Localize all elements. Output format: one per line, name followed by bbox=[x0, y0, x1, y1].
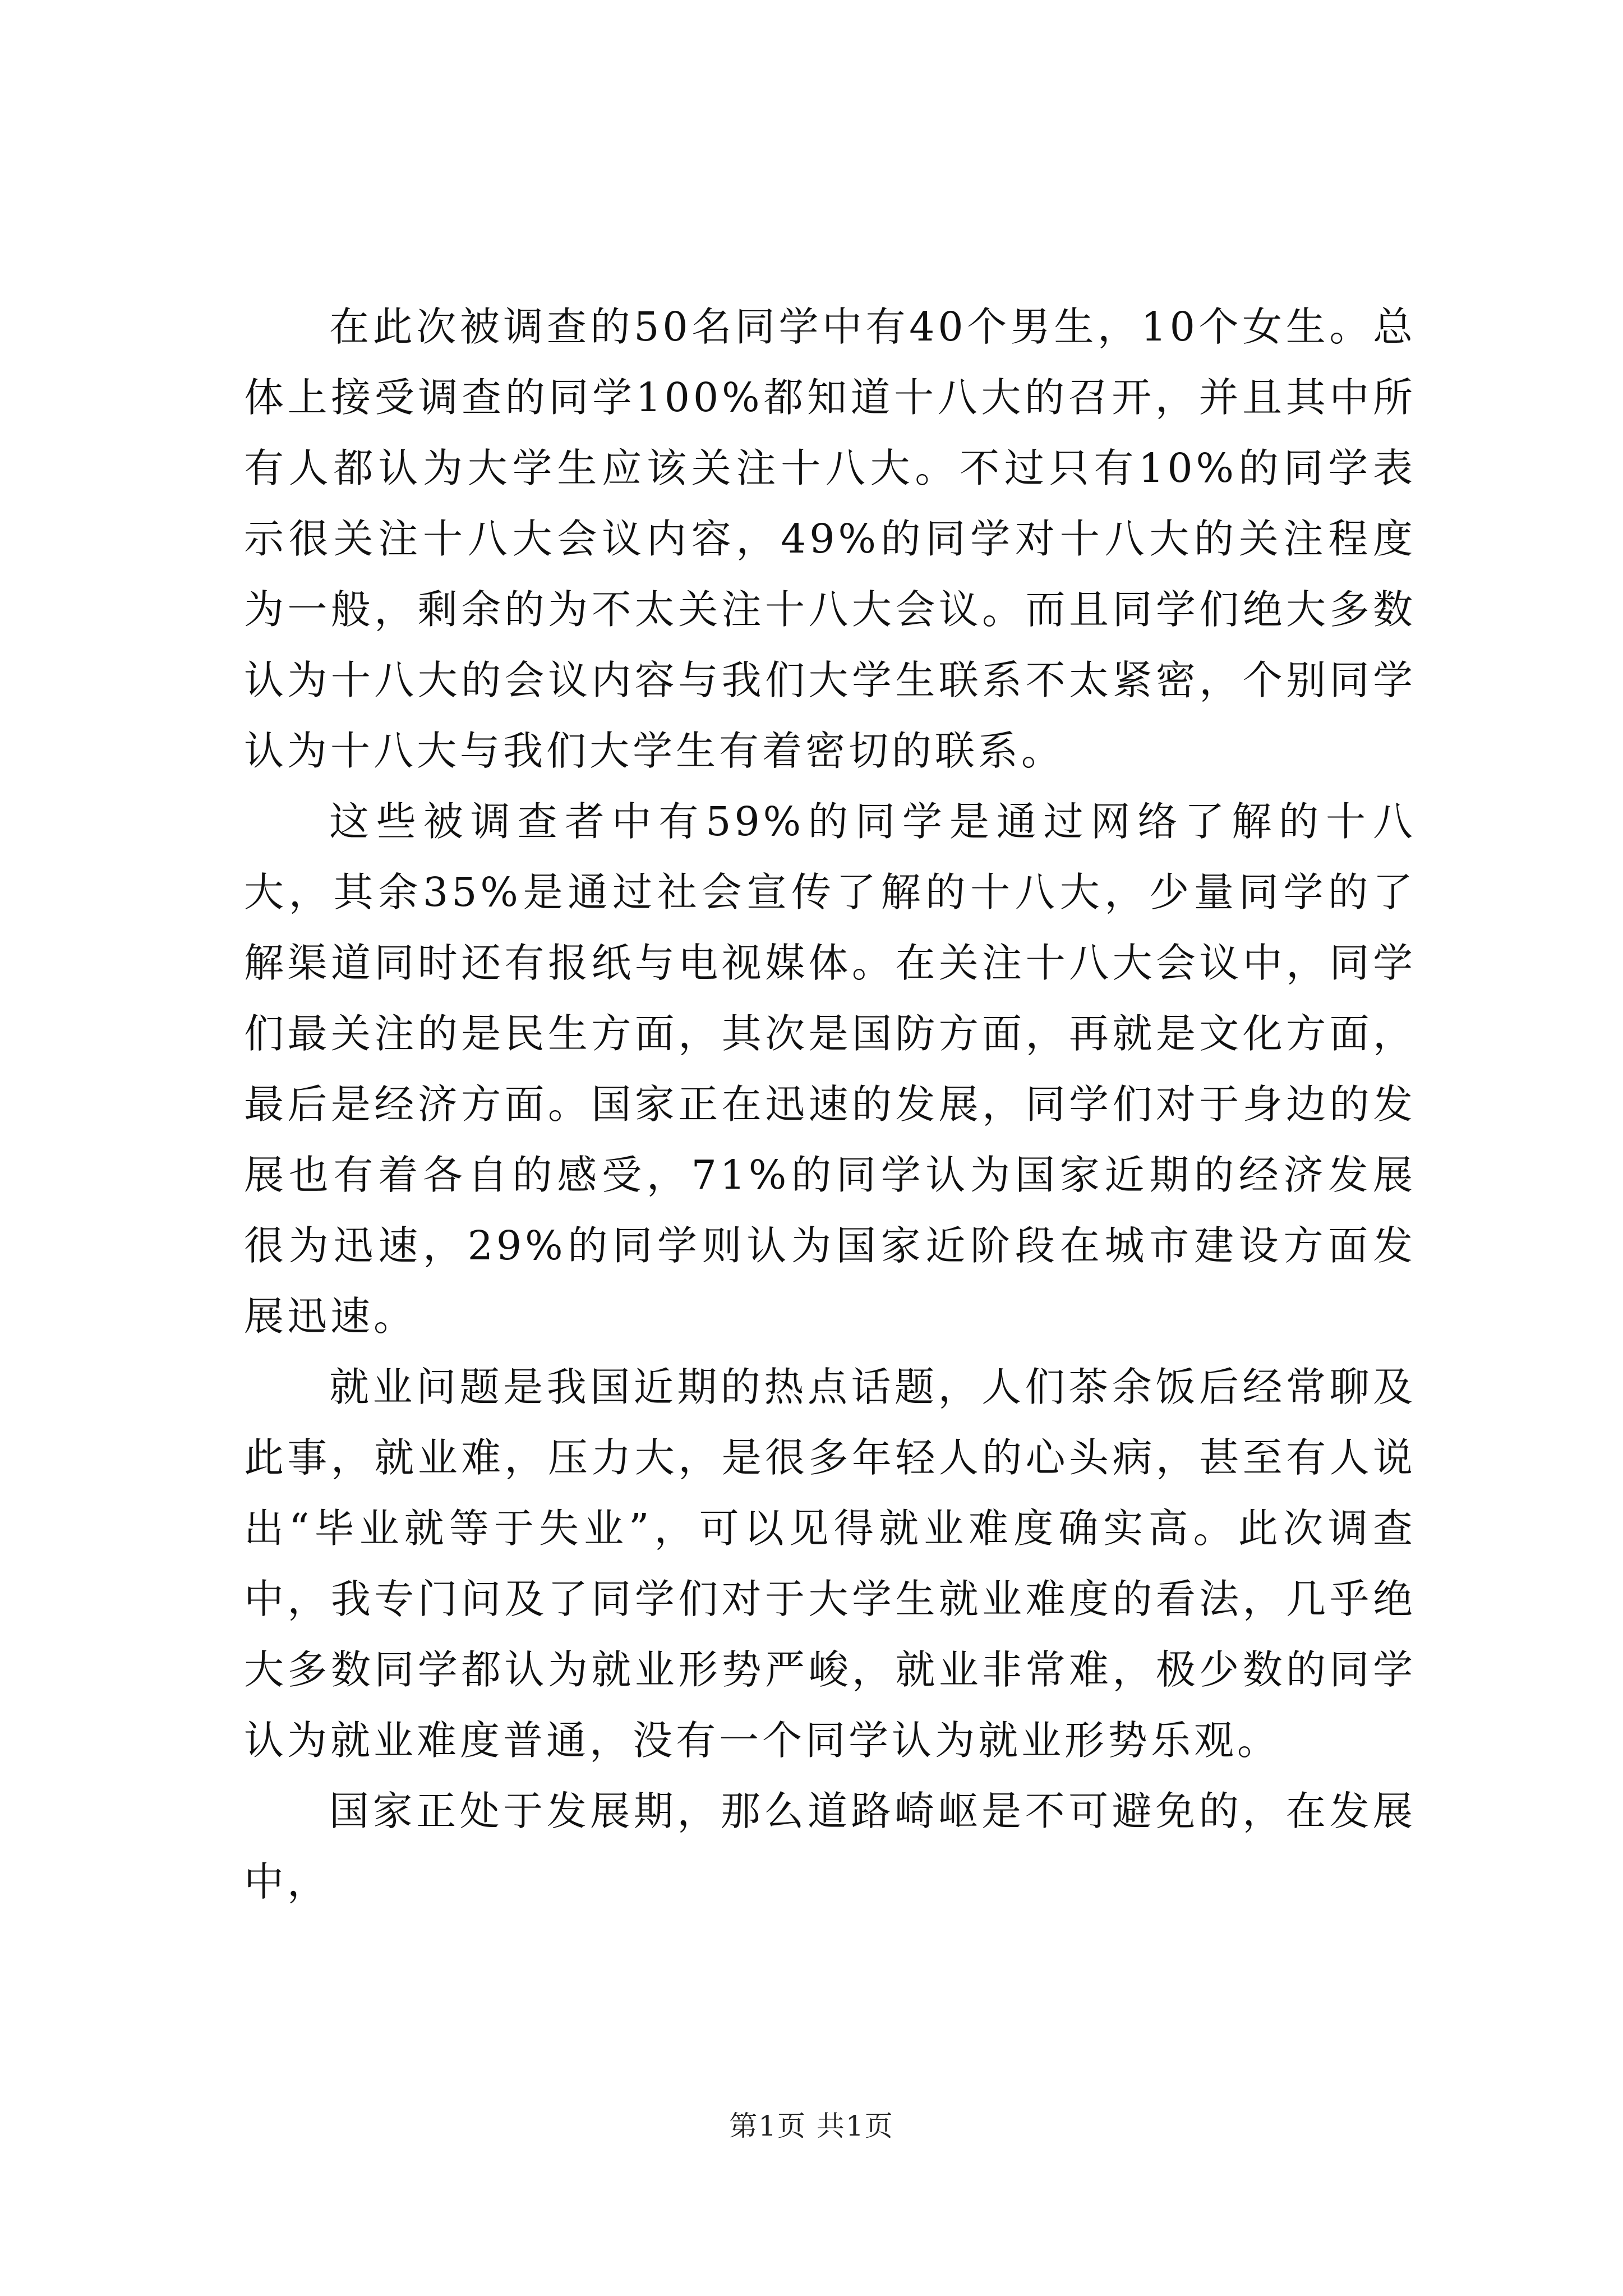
paragraph-2: 这些被调查者中有59%的同学是通过网络了解的十八大，其余35%是通过社会宣传了解的十八大，少量同学的了解渠道同时还有报纸与电视媒体。在关注十八大会议中，同学们最关注的是民生方面，其次是国防方面，再就是文化方面，最后是经济方面。国家正在迅速的发展，同学们对于身边的发展也有着各自的感受，71%的同学认为国家近期的经济发展很为迅速，29%的同学则认为国家近阶段在城市建设方面发展迅速。 bbox=[244, 798, 1416, 1340]
paragraph-3: 就业问题是我国近期的热点话题，人们茶余饭后经常聊及此事，就业难，压力大，是很多年轻人的心头病，甚至有人说出“毕业就等于失业”，可以见得就业难度确实高。此次调查中，我专门问及了同学们对于大学生就业难度的看法，几乎绝大多数同学都认为就业形势严峻，就业非常难，极少数的同学认为就业难度普通，没有一个同学认为就业形势乐观。 bbox=[244, 1364, 1416, 1764]
paragraph-4: 国家正处于发展期，那么道路崎岖是不可避免的，在发展中， bbox=[244, 1788, 1416, 1905]
paragraph-1: 在此次被调查的50名同学中有40个男生，10个女生。总体上接受调查的同学100%都知道十八大的召开，并且其中所有人都认为大学生应该关注十八大。不过只有10%的同学表示很关注十八大会议内容，49%的同学对十八大的关注程度为一般，剩余的为不太关注十八大会议。而且同学们绝大多数认为十八大的会议内容与我们大学生联系不太紧密，个别同学认为十八大与我们大学生有着密切的联系。 bbox=[244, 303, 1416, 774]
page-footer: 第1页 共1页 bbox=[729, 2110, 894, 2142]
document-body bbox=[244, 292, 1416, 1917]
